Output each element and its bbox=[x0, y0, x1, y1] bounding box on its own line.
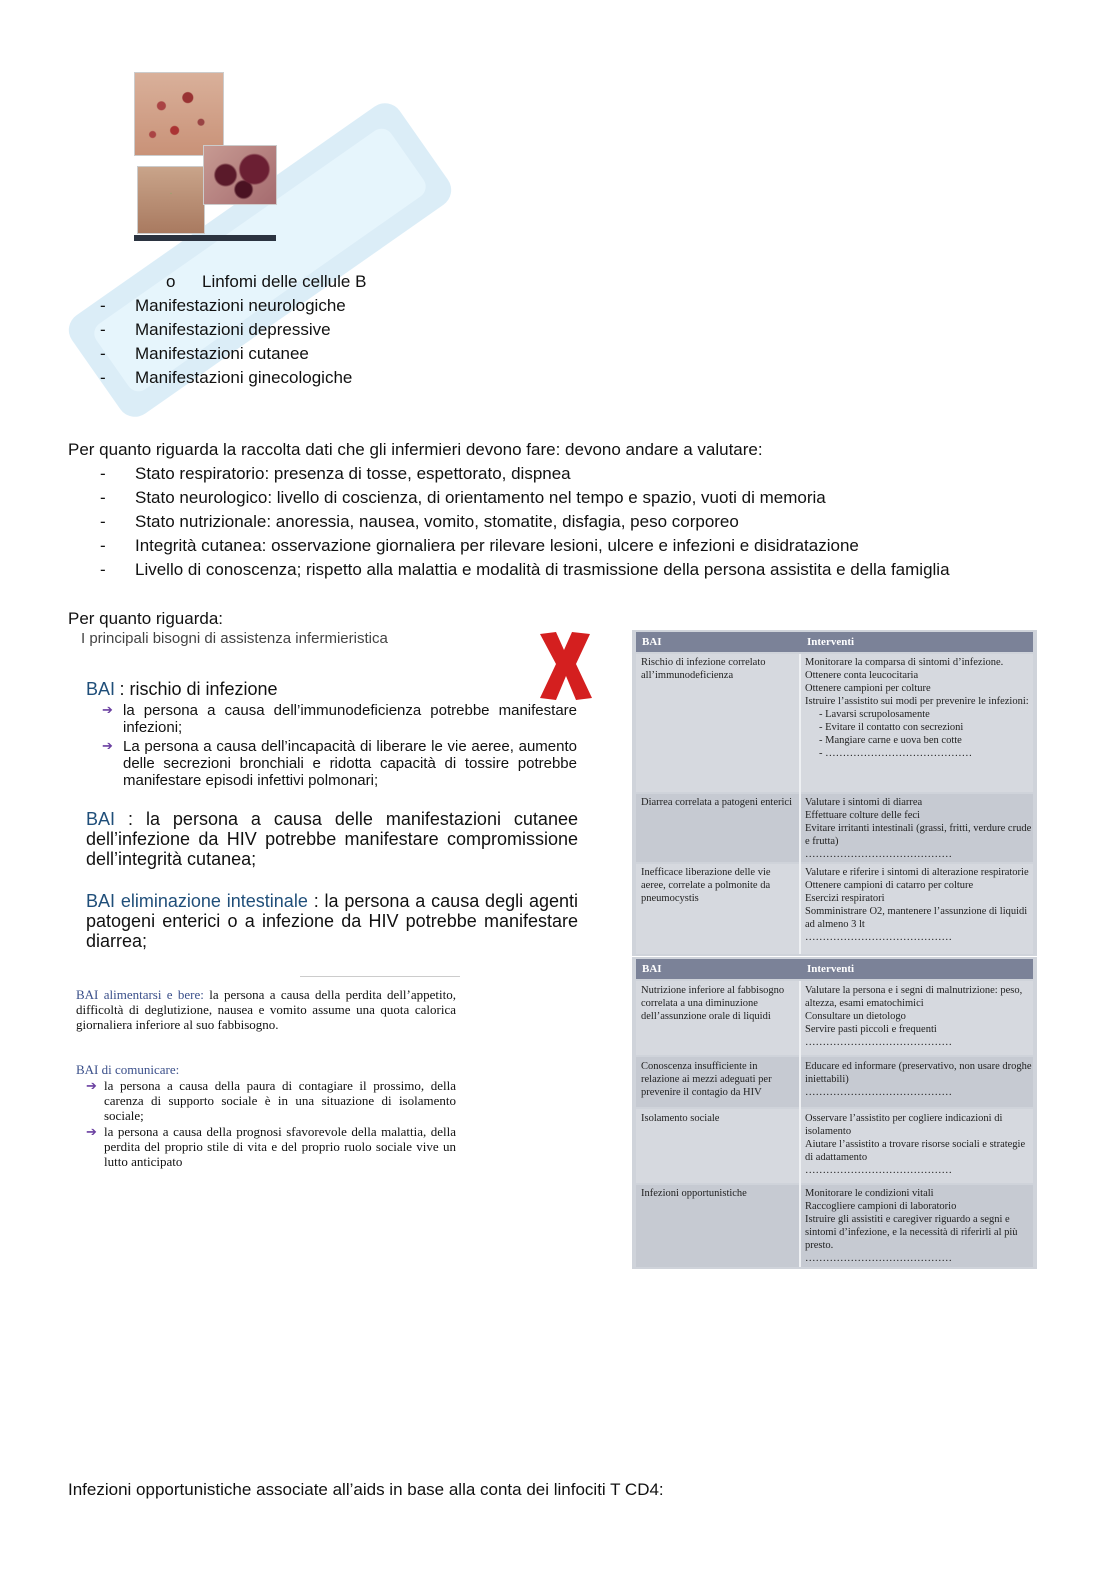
intervento-line: Aiutare l’assistito a trovare risorse sociali e strategie di adattamento bbox=[805, 1139, 1026, 1163]
list-item: Manifestazioni depressive bbox=[135, 320, 331, 339]
intervento-line: - …………………………………… bbox=[819, 748, 973, 759]
table-cell-interventi bbox=[805, 796, 1033, 861]
bai-intestine-paragraph bbox=[86, 891, 578, 951]
intervento-line: Ottenere conta leucocitaria bbox=[805, 670, 919, 681]
bai-label: BAI eliminazione intestinale bbox=[86, 891, 308, 911]
table-cell-bai: Rischio di infezione correlato all’immunodeficienza bbox=[641, 657, 766, 681]
intervento-line: Istruire l’assistito sui modi per prevenire le infezioni: bbox=[805, 696, 1029, 707]
list-dash: - bbox=[100, 536, 106, 555]
arrow-bullet-icon: ➔ bbox=[86, 1078, 97, 1093]
skin-lesions-photo-3 bbox=[203, 145, 277, 205]
table-header-interventi: Interventi bbox=[801, 959, 1033, 979]
photo-underline-bar bbox=[134, 235, 276, 241]
table-header-bai: BAI bbox=[636, 959, 805, 979]
intervento-line: …………………………………… bbox=[805, 1253, 952, 1264]
intervento-line: …………………………………… bbox=[805, 1087, 952, 1098]
intervento-line: Consultare un dietologo bbox=[805, 1011, 906, 1022]
intervento-line: Effettuare colture delle feci bbox=[805, 810, 920, 821]
bai-skin-text: : la persona a causa delle manifestazioni cutanee dell’infezione da HIV potrebbe manifestare compromissione dell’integrità cutanea; bbox=[86, 809, 578, 869]
slide-title: I principali bisogni di assistenza infermieristica bbox=[81, 630, 388, 647]
intervento-line: - Evitare il contatto con secrezioni bbox=[819, 722, 964, 733]
footer-text: Infezioni opportunistiche associate all’aids in base alla conta dei linfociti T CD4: bbox=[68, 1480, 664, 1499]
intervento-line: Educare ed informare (preservativo, non usare droghe iniettabili) bbox=[805, 1061, 1032, 1085]
list-item: Livello di conoscenza; rispetto alla malattia e modalità di trasmissione della persona assistita e della famiglia bbox=[135, 560, 950, 579]
list-dash: - bbox=[100, 368, 106, 387]
list-item: Stato respiratorio: presenza di tosse, espettorato, dispnea bbox=[135, 464, 571, 483]
table-cell-bai: Infezioni opportunistiche bbox=[641, 1188, 747, 1199]
table-cell-bai: Inefficace liberazione delle vie aeree, correlate a polmonite da pneumocystis bbox=[641, 867, 771, 904]
table-interventions-2 bbox=[632, 957, 1037, 1269]
intervento-line: …………………………………… bbox=[805, 1037, 952, 1048]
table-cell-interventi bbox=[805, 656, 1033, 760]
bai-infection-title bbox=[86, 679, 578, 700]
intervento-line: Valutare e riferire i sintomi di alterazione respiratorie bbox=[805, 867, 1029, 878]
bai-comunicare-bullet: la persona a causa della paura di contagiare il prossimo, della carenza di supporto sociale è in una situazione di isolamento sociale; bbox=[104, 1078, 456, 1123]
intervento-line: Raccogliere campioni di laboratorio bbox=[805, 1201, 957, 1212]
intervento-line: Ottenere campioni per colture bbox=[805, 683, 931, 694]
table-interventions-1 bbox=[632, 630, 1037, 956]
bai-alimentarsi-paragraph bbox=[76, 987, 456, 1032]
intervento-line: Esercizi respiratori bbox=[805, 893, 885, 904]
intervento-line: Osservare l’assistito per cogliere indicazioni di isolamento bbox=[805, 1113, 1003, 1137]
intervento-line: Monitorare la comparsa di sintomi d’infezione. bbox=[805, 657, 1004, 668]
skin-lesions-photo-2 bbox=[137, 166, 205, 234]
intervento-line: …………………………………… bbox=[805, 849, 952, 860]
skin-lesions-photo-1 bbox=[134, 72, 224, 156]
list-dash: - bbox=[100, 512, 106, 531]
table-cell-interventi bbox=[805, 1112, 1033, 1177]
arrow-bullet-icon: ➔ bbox=[86, 1124, 97, 1139]
table-cell-interventi bbox=[805, 1060, 1033, 1099]
bai-comunicare-heading: BAI di comunicare: bbox=[76, 1062, 180, 1077]
table-cell-interventi bbox=[805, 1187, 1033, 1265]
intervento-line: …………………………………… bbox=[805, 932, 952, 943]
bai-label: BAI bbox=[86, 809, 116, 829]
table-header-interventi: Interventi bbox=[801, 632, 1033, 652]
sublist-marker: o bbox=[166, 272, 176, 291]
intervento-line: Istruire gli assistiti e caregiver riguardo a segni e sintomi d’infezione, e la necessità di riferirli al più presto. bbox=[805, 1214, 1018, 1251]
divider bbox=[300, 976, 460, 977]
list-dash: - bbox=[100, 560, 106, 579]
bai-skin-paragraph bbox=[86, 809, 578, 869]
bai-alimentarsi-text: la persona a causa della perdita dell’appetito, difficoltà di deglutizione, nausea e vomito assume una quota calorica giornaliera inferiore al suo fabbisogno. bbox=[76, 987, 457, 1032]
sublist-item: Linfomi delle cellule B bbox=[202, 272, 367, 291]
bai-comunicare-bullet: la persona a causa della prognosi sfavorevole della malattia, della perdita del proprio stile di vita e del proprio ruolo sociale vive un lutto anticipato bbox=[104, 1124, 456, 1169]
data-collection-intro: Per quanto riguarda la raccolta dati che gli infermieri devono fare: devono andare a valutare: bbox=[68, 440, 763, 459]
bai-title: : rischio di infezione bbox=[119, 679, 278, 699]
bai-infection-bullet: La persona a causa dell’incapacità di liberare le vie aeree, aumento delle secrezioni bronchiali e ridotta capacità di tossire potrebbe manifestare episodi infettivi polmonari; bbox=[123, 738, 577, 789]
intervento-line: Somministrare O2, mantenere l’assunzione di liquidi ad almeno 3 lt bbox=[805, 906, 1028, 930]
intervento-line: Valutare i sintomi di diarrea bbox=[805, 797, 923, 808]
table-cell-interventi bbox=[805, 984, 1033, 1049]
intervento-line: - Lavarsi scrupolosamente bbox=[819, 709, 930, 720]
intervento-line: Servire pasti piccoli e frequenti bbox=[805, 1024, 937, 1035]
bai-infection-bullet: la persona a causa dell’immunodeficienza potrebbe manifestare infezioni; bbox=[123, 702, 577, 736]
list-item: Manifestazioni neurologiche bbox=[135, 296, 346, 315]
intervento-line: Valutare la persona e i segni di malnutrizione: peso, altezza, esami ematochimici bbox=[805, 985, 1023, 1009]
intervento-line: …………………………………… bbox=[805, 1165, 952, 1176]
list-item: Manifestazioni ginecologiche bbox=[135, 368, 353, 387]
table-cell-bai: Conoscenza insufficiente in relazione ai mezzi adeguati per prevenire il contagio da HIV bbox=[641, 1061, 772, 1098]
intervento-line: Evitare irritanti intestinali (grassi, fritti, verdure crude e frutta) bbox=[805, 823, 1032, 847]
table-cell-bai: Isolamento sociale bbox=[641, 1113, 720, 1124]
intervento-line: Monitorare le condizioni vitali bbox=[805, 1188, 934, 1199]
table-cell-interventi bbox=[805, 866, 1033, 944]
list-item: Integrità cutanea: osservazione giornaliera per rilevare lesioni, ulcere e infezioni e disidratazione bbox=[135, 536, 859, 555]
bai-label: BAI bbox=[86, 679, 116, 699]
arrow-bullet-icon: ➔ bbox=[102, 738, 113, 753]
table-cell-bai: Nutrizione inferiore al fabbisogno correlata a una diminuzione dell’assunzione orale di liquidi bbox=[641, 985, 785, 1022]
bai-intestine-text: : la persona a causa degli agenti patogeni enterici o a infezione da HIV potrebbe manifestare diarrea; bbox=[86, 891, 578, 951]
column-separator bbox=[799, 981, 801, 1267]
list-item: Stato nutrizionale: anoressia, nausea, vomito, stomatite, disfagia, peso corporeo bbox=[135, 512, 739, 531]
list-dash: - bbox=[100, 296, 106, 315]
list-dash: - bbox=[100, 320, 106, 339]
intervento-line: - Mangiare carne e uova ben cotte bbox=[819, 735, 962, 746]
per-quanto-heading: Per quanto riguarda: bbox=[68, 609, 223, 628]
list-dash: - bbox=[100, 344, 106, 363]
arrow-bullet-icon: ➔ bbox=[102, 702, 113, 717]
list-item: Stato neurologico: livello di coscienza, di orientamento nel tempo e spazio, vuoti di memoria bbox=[135, 488, 826, 507]
list-dash: - bbox=[100, 464, 106, 483]
table-header-bai: BAI bbox=[636, 632, 805, 652]
intervento-line: Ottenere campioni di catarro per colture bbox=[805, 880, 974, 891]
column-separator bbox=[799, 654, 801, 954]
list-item: Manifestazioni cutanee bbox=[135, 344, 309, 363]
bai-label: BAI alimentarsi e bere: bbox=[76, 987, 204, 1002]
table-cell-bai: Diarrea correlata a patogeni enterici bbox=[641, 797, 792, 808]
list-dash: - bbox=[100, 488, 106, 507]
